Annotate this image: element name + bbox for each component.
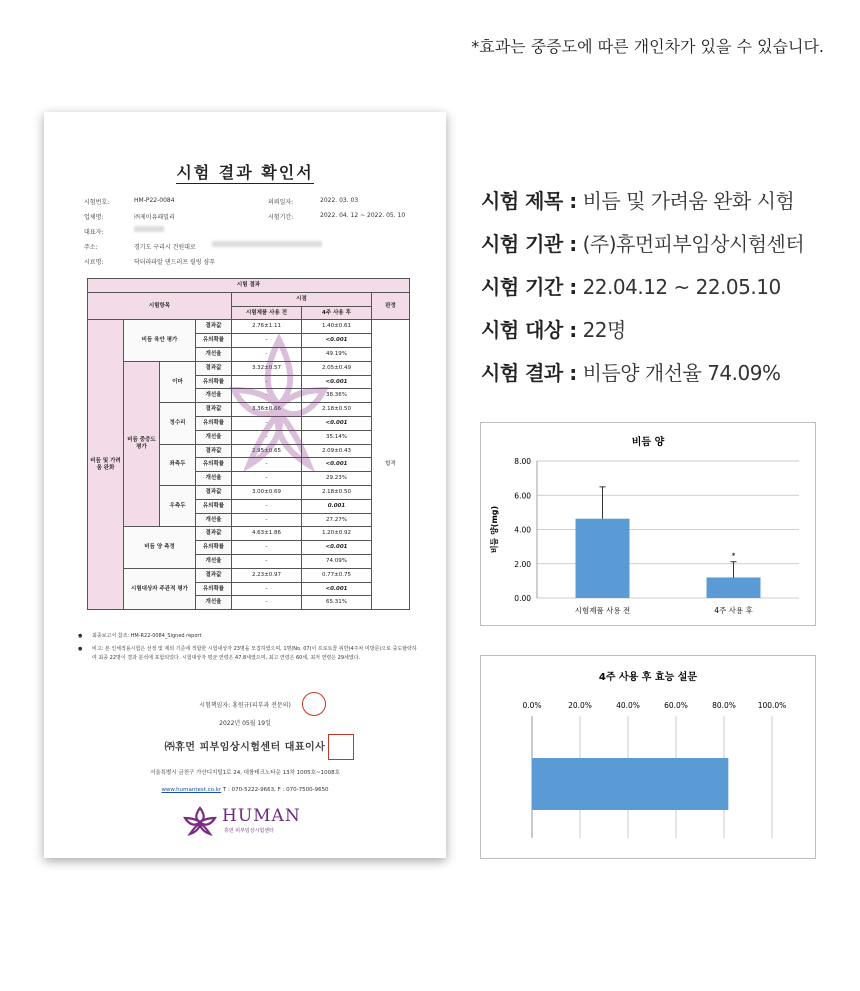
row-label: 결과값 [196,568,232,582]
report-document [44,112,446,858]
addr-value: 경기도 구리시 건원대로 [134,244,196,251]
bar [707,577,761,598]
test-no-label: 시험번호: [84,199,110,206]
value-before: 4.63±1.86 [232,527,302,541]
period-value: 2022. 04. 12 ~ 2022. 05. 10 [320,212,406,219]
efficacy-survey-chart [480,655,816,859]
y-tick-label: 0.00 [514,594,531,603]
row-label: 결과값 [196,361,232,375]
value-before: - [232,499,302,513]
sign-date: 2022년 05월 19일 [219,720,271,727]
value-after: 35.14% [302,430,372,444]
value-before: 3.32±0.57 [232,361,302,375]
header-item: 시험항목 [88,292,232,320]
summary-period: 시험 기간 : 22.04.12 ~ 22.05.10 [481,275,781,299]
value-after: 2.18±0.50 [302,403,372,417]
product-value: 닥터라파알 댄드러프 릴링 샴푸 [134,259,216,266]
value-before: - [232,513,302,527]
value-after: <0.001 [302,541,372,555]
logo-text: HUMAN [222,806,301,826]
row-label: 개선율 [196,430,232,444]
value-before: - [232,554,302,568]
x-tick-label: 시험제품 사용 전 [574,606,631,615]
summary-result: 시험 결과 : 비듬양 개선율 74.09% [481,361,781,385]
x-tick-label: 4주 사용 후 [714,606,753,615]
table-caption: 시험 결과 [88,279,410,293]
value-before: - [232,582,302,596]
value-after: <0.001 [302,416,372,430]
value-after: 2.18±0.50 [302,485,372,499]
date-value: 2022. 03. 03 [320,197,359,204]
value-before: - [232,541,302,555]
x-tick-label: 60.0% [664,701,688,710]
value-before: - [232,472,302,486]
value-after: 27.27% [302,513,372,527]
disclaimer-note: *효과는 중증도에 따른 개인차가 있을 수 있습니다. [471,37,824,56]
value-after: 0.001 [302,499,372,513]
rep-value-redacted [134,226,164,232]
value-before: - [232,334,302,348]
row-label: 개선율 [196,347,232,361]
y-axis-label: 비듬 양(mg) [490,505,499,554]
row-label: 유의확률 [196,416,232,430]
row-label: 유의확률 [196,582,232,596]
summary-title: 시험 제목 : 비듬 및 가려움 완화 시험 [481,189,795,213]
verdict: 합격 [372,320,410,610]
chart-title: 비듬 양 [631,437,665,448]
value-after: <0.001 [302,334,372,348]
row-label: 결과값 [196,485,232,499]
row-label: 결과값 [196,403,232,417]
value-after: 29.23% [302,472,372,486]
rep-label: 대표자: [84,229,104,236]
section-name: 비듬 양 측정 [124,527,196,568]
value-before: 2.95±0.65 [232,444,302,458]
logo-subtext: 휴먼 피부임상시험센터 [224,828,274,834]
value-before: 3.36±0.66 [232,403,302,417]
human-logo-icon [182,806,218,836]
company-value: ㈜제이유패밀리 [134,214,175,221]
value-before: 2.23±0.97 [232,568,302,582]
value-after: 2.09±0.43 [302,444,372,458]
row-label: 결과값 [196,444,232,458]
value-before: - [232,458,302,472]
period-label: 시험기간: [268,214,294,221]
header-after: 4주 사용 후 [302,306,372,320]
y-tick-label: 6.00 [514,491,531,501]
center-name: ㈜휴먼 피부임상시험센터 대표이사 [164,742,326,753]
value-after: 38.36% [302,389,372,403]
x-tick-label: 80.0% [712,701,736,710]
row-label: 유의확률 [196,541,232,555]
report-notes [78,632,418,667]
row-label: 유의확률 [196,334,232,348]
row-label: 유의확률 [196,458,232,472]
company-stamp-icon [328,734,354,760]
note-reference: ● 최종보고서 참조: HM-R22-0084_Signed report [78,632,418,642]
row-label: 개선율 [196,472,232,486]
value-before: - [232,430,302,444]
table-row [88,568,410,582]
row-label: 유의확률 [196,499,232,513]
value-before: 3.00±0.69 [232,485,302,499]
efficacy-survey-svg [481,656,815,858]
website-link[interactable]: www.humantest.co.kr [161,787,222,793]
x-tick-label: 20.0% [568,701,592,710]
value-before: - [232,389,302,403]
summary-subjects: 시험 대상 : 22명 [481,318,626,342]
dandruff-amount-chart [480,422,816,626]
center-address: 서울특별시 금천구 가산디지털1로 24, 대륭테크노타운 13차 1005호~1008호 [150,770,340,776]
value-before: - [232,596,302,610]
x-tick-label: 40.0% [616,701,640,710]
value-after: <0.001 [302,582,372,596]
value-before: - [232,347,302,361]
row-label: 개선율 [196,554,232,568]
addr-redacted [212,241,322,247]
center-contact [44,787,446,793]
test-summary [481,181,804,396]
flower-watermark-icon [224,330,334,480]
value-before: - [232,375,302,389]
significance-mark: * [731,551,736,561]
row-label: 결과값 [196,527,232,541]
header-time: 시점 [232,292,372,306]
group-severity: 비듬 중증도 평가 [124,361,160,527]
product-label: 시료명: [84,259,104,266]
value-before: 2.76±1.11 [232,320,302,334]
bar [576,519,630,598]
bar [532,758,728,810]
note-remark: ● 비고: 본 인체적용시험은 선정 및 제외 기준에 적합한 시험대상자 23명을 모집하였으며, 1명(No. 07)이 프로토콜 위반(4주차 미방문)으로 중도탈락하여 최종 22명이 결과 분석에 포함되었다. 시험대상자 평균 연령은 47.8세였으며, 최고 연령은 60세, 최저 연령은 29세였다. [78,645,418,664]
report-title: 시험 결과 확인서 [176,163,314,182]
dandruff-amount-svg [481,423,815,625]
value-after: 1.40±0.61 [302,320,372,334]
y-tick-label: 8.00 [514,457,531,466]
header-before: 시험제품 사용 전 [232,306,302,320]
addr-label: 주소: [84,244,98,251]
row-label: 개선율 [196,513,232,527]
value-after: 2.05±0.49 [302,361,372,375]
row-label: 결과값 [196,320,232,334]
seal-icon [302,692,326,716]
row-label: 개선율 [196,389,232,403]
x-tick-label: 0.0% [522,701,542,710]
section-name: 비듬 육안 평가 [124,320,196,361]
y-tick-label: 2.00 [514,559,531,569]
date-label: 의뢰일자: [268,199,294,206]
value-after: 49.19% [302,347,372,361]
responsible-person: 시험책임자: 홍원규(피부과 전문의) [199,702,291,709]
value-after: 1.20±0.92 [302,527,372,541]
value-after: <0.001 [302,458,372,472]
value-after: <0.001 [302,375,372,389]
section-name: 좌측두 [160,444,196,485]
section-name: 우측두 [160,485,196,526]
group-main: 비듬 및 가려움 완화 [88,320,124,610]
x-tick-label: 100.0% [757,701,787,710]
row-label: 개선율 [196,596,232,610]
value-after: 0.77±0.75 [302,568,372,582]
section-name: 정수리 [160,403,196,444]
y-tick-label: 4.00 [514,525,531,535]
value-after: 65.31% [302,596,372,610]
summary-institution: 시험 기관 : (주)휴먼피부임상시험센터 [481,232,805,256]
test-no: HM-P22-0084 [134,197,175,204]
table-row [88,527,410,541]
row-label: 유의확률 [196,375,232,389]
company-label: 업체명: [84,214,104,221]
chart-title: 4주 사용 후 효능 설문 [598,672,698,683]
header-verdict: 판정 [372,292,410,320]
phone-fax: T : 070-5222-9663, F : 070-7500-9650 [221,787,329,793]
value-after: 74.09% [302,554,372,568]
section-name: 시험대상자 주관적 평가 [124,568,196,609]
value-before: - [232,416,302,430]
section-name: 이마 [160,361,196,402]
